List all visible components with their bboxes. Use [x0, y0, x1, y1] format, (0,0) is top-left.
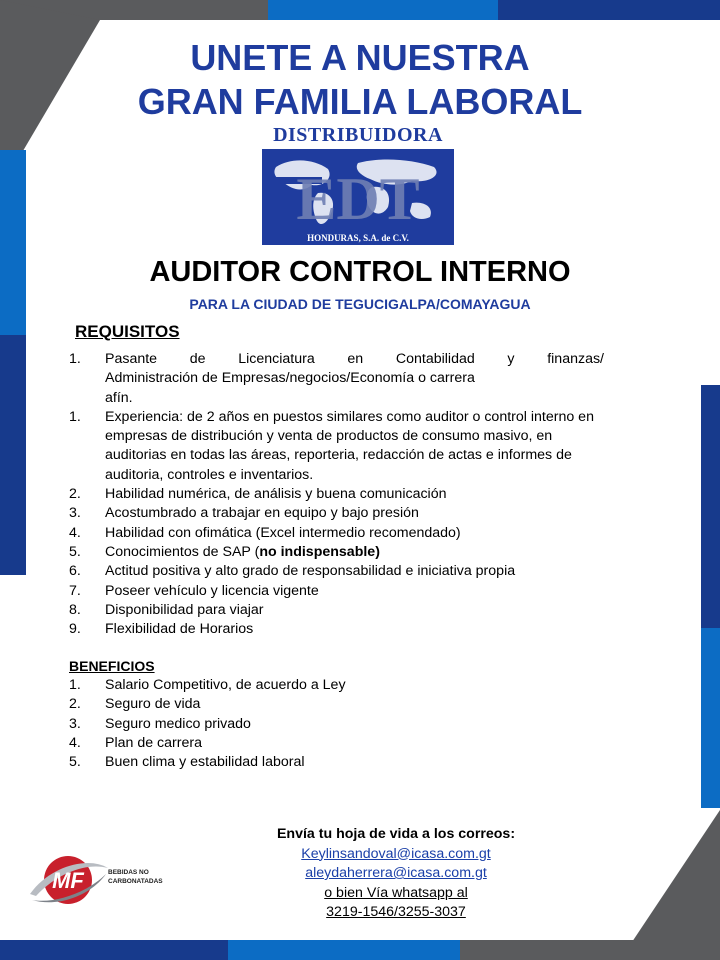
item-text: Seguro medico privado: [105, 715, 251, 732]
item-text: Disponibilidad para viajar: [105, 601, 264, 618]
item-number: 2.: [69, 486, 81, 503]
item-text: Flexibilidad de Horarios: [105, 621, 254, 638]
bottom-navy-bar: [0, 940, 228, 960]
item-number: 3.: [69, 715, 81, 732]
partner-logo-icon: [26, 850, 110, 910]
headline: [0, 36, 720, 124]
item-text: Actitud positiva y alto grado de responsabilidad e iniciativa propia: [105, 563, 516, 580]
headline-line-2: GRAN FAMILIA LABORAL: [137, 81, 583, 122]
contact-heading: Envía tu hoja de vida a los correos:: [276, 826, 516, 842]
list-item: [69, 601, 604, 620]
benefits-list: [69, 676, 604, 772]
item-text: Plan de carrera: [105, 734, 202, 751]
list-item: [69, 504, 604, 523]
item-text: Acostumbrado a trabajar en equipo y bajo presión: [105, 505, 419, 522]
item-text: Habilidad con ofimática (Excel intermedio recomendado): [105, 524, 461, 541]
item-text: Seguro de vida: [105, 696, 201, 713]
item-number: 7.: [69, 582, 81, 599]
item-number: 1.: [69, 351, 81, 367]
world-map-icon: [262, 149, 454, 245]
list-item: [69, 485, 604, 504]
item-number: 6.: [69, 563, 81, 580]
bottom-mid-bar: [228, 940, 460, 960]
list-item: [69, 350, 604, 408]
item-text: Poseer vehículo y licencia vigente: [105, 582, 319, 599]
list-item: [69, 408, 604, 485]
partner-logo-mark: MF: [52, 868, 84, 893]
whatsapp-label: o bien Vía whatsapp al: [324, 884, 468, 901]
list-item: [69, 524, 604, 543]
requirements-list: [69, 350, 604, 639]
left-navy-strip: [0, 335, 26, 575]
item-text: Buen clima y estabilidad laboral: [105, 754, 305, 771]
whatsapp-phones: 3219-1546/3255-3037: [326, 904, 466, 920]
item-text-regular: Conocimientos de SAP (: [105, 543, 260, 560]
item-text-line: Pasante de Licenciatura en Contabilidad y finanzas/: [105, 351, 604, 367]
logo-emblem: [262, 149, 454, 245]
list-item: [69, 676, 604, 695]
list-item: [69, 543, 604, 562]
right-blue-strip: [701, 628, 720, 808]
list-item: [69, 582, 604, 601]
logo-subtitle: HONDURAS, S.A. de C.V.: [307, 233, 409, 243]
item-text: [105, 350, 604, 408]
item-text: [105, 543, 604, 562]
email-link-2[interactable]: aleydaherrera@icasa.com.gt: [305, 865, 487, 881]
list-item: [69, 715, 604, 734]
item-number: 5.: [69, 754, 81, 771]
company-logo: [258, 124, 458, 248]
item-number: 4.: [69, 734, 81, 751]
contact-block: [250, 825, 542, 923]
requirements-heading: REQUISITOS: [75, 322, 180, 341]
item-number: 2.: [69, 696, 81, 713]
logo-top-text: DISTRIBUIDORA: [273, 124, 443, 146]
list-item: [69, 753, 604, 772]
item-number: 8.: [69, 601, 81, 618]
item-number: 3.: [69, 505, 81, 522]
list-item: [69, 562, 604, 581]
headline-line-1: UNETE A NUESTRA: [190, 37, 530, 78]
item-text-line: afín.: [105, 389, 133, 406]
item-number: 5.: [69, 543, 81, 560]
benefits-heading: BENEFICIOS: [69, 658, 155, 674]
partner-logo-text-line: BEBIDAS NO: [108, 869, 149, 876]
top-mid-bar: [268, 0, 498, 20]
top-navy-bar: [498, 0, 720, 20]
item-number: 9.: [69, 621, 81, 638]
email-link-1[interactable]: Keylinsandoval@icasa.com.gt: [301, 845, 491, 862]
partner-logo-text: [108, 868, 163, 886]
job-title: AUDITOR CONTROL INTERNO: [149, 256, 571, 288]
job-location: PARA LA CIUDAD DE TEGUCIGALPA/COMAYAGUA: [189, 296, 531, 312]
right-navy-strip: [701, 385, 720, 630]
item-number: 1.: [69, 677, 81, 693]
partner-logo-text-line: CARBONATADAS: [108, 878, 163, 885]
item-text: Habilidad numérica, de análisis y buena comunicación: [105, 486, 447, 503]
item-text: Salario Competitivo, de acuerdo a Ley: [105, 677, 346, 693]
bottom-right-triangle: [620, 810, 720, 960]
list-item: [69, 734, 604, 753]
item-number: 1.: [69, 408, 81, 425]
list-item: [69, 620, 604, 639]
list-item: [69, 695, 604, 714]
logo-mark: EDT: [296, 166, 420, 232]
partner-logo: [26, 850, 176, 910]
item-text: Experiencia: de 2 años en puestos similares como auditor o control interno en empresas de distribución y venta de productos de consumo masivo, en auditorias en todas las áreas, reporteria, redacción de actas e informes de auditoria, controles e inventarios.: [105, 408, 594, 483]
item-text-line: Administración de Empresas/negocios/Economía o carrera: [105, 370, 475, 387]
bottom-gray-bar: [460, 940, 720, 960]
item-text-bold: no indispensable): [259, 543, 380, 560]
item-number: 4.: [69, 524, 81, 541]
